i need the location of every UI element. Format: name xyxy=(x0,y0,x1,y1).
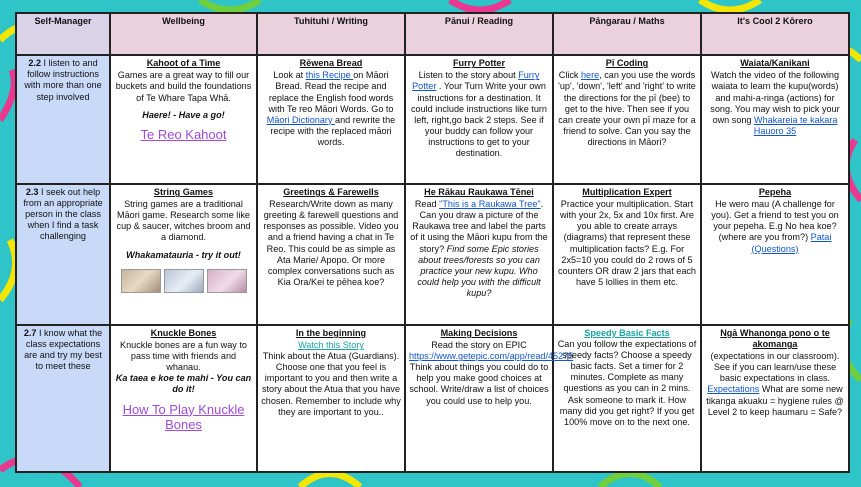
table-row xyxy=(16,325,849,472)
row-number: 2.3 xyxy=(25,187,39,198)
row-header xyxy=(16,325,110,472)
row-header xyxy=(16,55,110,184)
how-to-play-knuckle-bones-link[interactable]: How To Play Knuckle Bones xyxy=(122,401,245,433)
string-games-photos xyxy=(114,269,253,293)
cell-korero xyxy=(701,55,849,184)
activity-text: and rewrite the recipe with the replaced māori words. xyxy=(270,114,396,147)
cell-reading xyxy=(405,55,553,184)
cell-wellbeing xyxy=(110,184,257,325)
waiata-video-link[interactable]: Whakareia te kakara Hauoro 35 xyxy=(753,114,838,136)
activity-tagline: Whakamatauria - try it out! xyxy=(126,249,241,260)
cell-wellbeing xyxy=(110,325,257,472)
activity-text: Look at xyxy=(273,70,306,81)
cell-maths xyxy=(553,325,701,472)
string-game-photo xyxy=(121,269,161,293)
activity-title: String Games xyxy=(153,187,214,198)
pi-coding-link[interactable]: here xyxy=(580,70,600,81)
cell-writing xyxy=(257,325,405,472)
expectations-link[interactable]: Expectations xyxy=(707,384,760,395)
activity-text: Practice your multiplication. Start with your 2x, 5x and 10x first. Are you able to create arrays (diagrams) that represent these multiplication facts? E.g. For 2x5=10 you could do 2 rows of 5 counters OR draw 2 jars that each have 5 lollies in them etc. xyxy=(558,199,696,287)
activity-title: Waiata/Kanikani xyxy=(740,58,810,69)
cell-korero xyxy=(701,184,849,325)
activity-title: Kahoot of a Time xyxy=(146,58,221,69)
activity-text: (expectations in our classroom). See if you can learn/use these basic expectations in class. xyxy=(710,351,840,384)
activity-title: Rēwena Bread xyxy=(299,58,363,69)
activity-text: Read xyxy=(414,199,440,210)
cell-maths xyxy=(553,184,701,325)
activity-text: Read the story on EPIC xyxy=(431,340,527,351)
cell-writing xyxy=(257,55,405,184)
activity-title: Furry Potter xyxy=(452,58,506,69)
epic-story-link[interactable]: https://www.getepic.com/app/read/45275 xyxy=(409,351,574,362)
activity-text: Games are a great way to fill our buckets and build the foundations of Te Whare Tapa Whā. xyxy=(115,70,252,103)
activity-title: Ngā Whanonga pono o te akomanga xyxy=(720,328,830,350)
maori-dictionary-link[interactable]: Māori Dictionary xyxy=(266,114,336,125)
string-game-photo xyxy=(164,269,204,293)
activity-title: In the beginning xyxy=(295,328,367,338)
activity-title: Greetings & Farewells xyxy=(283,187,379,198)
table-row xyxy=(16,55,849,184)
cell-maths xyxy=(553,55,701,184)
activity-text: , can you use the words 'up', 'down', 'left' and 'right' to write the directions for the pī (bee) to get to the hive. Then see if you can create your own pī maze for a friend to solve. Can you say the directions in Māori? xyxy=(558,70,696,147)
activity-text: . Can you draw a picture of the Raukawa tree and label the parts of it using the Māori kupu from the story? xyxy=(410,199,548,254)
activity-italic-text: Find some Epic stories about trees/forests so you can practice your new kupu. Who could help you with the difficult kupu? xyxy=(417,243,541,298)
row-label: I know what the class expectations are and try my best to meet these xyxy=(24,328,103,372)
activity-title: Knuckle Bones xyxy=(150,328,217,338)
row-label: I seek out help from an appropriate person in the class when I find a task challenging xyxy=(23,187,103,242)
row-number: 2.7 xyxy=(23,328,37,338)
watch-story-link[interactable]: Watch this Story xyxy=(298,340,364,351)
string-game-photo xyxy=(207,269,247,293)
row-label: I listen to and follow instructions with more than one step involved xyxy=(24,58,102,102)
column-header-writing: Tuhituhi / Writing xyxy=(257,13,405,55)
activity-text: String games are a traditional Māori game. Research some like cup & saucer, witches broom and a diamond. xyxy=(116,199,251,243)
cell-korero xyxy=(701,325,849,472)
table-row xyxy=(16,184,849,325)
activity-text: Research/Write down as many greeting & farewell questions and responses as possible. Video you and a friend having a chat in Te Reo. This could be as simple as Ata Marie/ Apopo. Or more complex conversations such as Kia Ora/Kei te pēhea koe? xyxy=(263,199,399,287)
activity-text: Knuckle bones are a fun way to pass time with friends and whanau. xyxy=(120,340,247,373)
activity-tagline: Ka taea e koe te mahi - You can do it! xyxy=(115,373,252,395)
activity-text: Think about things you could do to help you make good choices at school. Write/draw a list of choices you could use to help you. xyxy=(409,362,549,406)
cell-writing xyxy=(257,184,405,325)
activity-text: . Your Turn Write your own instructions for a destination. It could include instructions like turn left, right,go back 2 steps. See if your buddy can follow your instructions to get to your destination. xyxy=(411,81,547,159)
choice-board-table xyxy=(15,12,850,473)
row-number: 2.2 xyxy=(28,58,42,69)
activity-title: He Rākau Raukawa Tēnei xyxy=(424,187,534,198)
activity-text: Click xyxy=(558,70,581,81)
activity-text: He wero mau (A challenge for you). Get a friend to test you on your pepeha. E.g No hea koe?(where are you from?) xyxy=(711,199,839,243)
activity-text: on Māori Bread. Read the recipe and replace the English food words with Te reo Māori Words. Go to xyxy=(268,70,394,114)
activity-text: What are some new tikanga akuaku = hygiene rules @ Level 2 to keep haumaru = Safe? xyxy=(706,384,844,417)
te-reo-kahoot-link[interactable]: Te Reo Kahoot xyxy=(140,126,227,142)
activity-title: Multiplication Expert xyxy=(582,187,672,198)
furry-potter-link[interactable]: Furry Potter xyxy=(412,70,540,92)
speedy-basic-facts-link[interactable]: Speedy Basic Facts xyxy=(584,328,670,338)
cell-reading xyxy=(405,325,574,472)
activity-title: Pepeha xyxy=(758,187,792,198)
recipe-link[interactable]: this Recipe xyxy=(305,70,354,81)
activity-text: Think about the Atua (Guardians). Choose one that you feel is important to you and then write a story about the Atua that you have chosen. Remember to include why they are important to you.. xyxy=(261,351,401,417)
column-header-maths: Pāngarau / Maths xyxy=(553,13,701,55)
cell-reading xyxy=(405,184,553,325)
cell-wellbeing xyxy=(110,55,257,184)
activity-tagline: Haere! - Have a go! xyxy=(142,109,225,120)
raukawa-tree-link[interactable]: "This is a Raukawa Tree" xyxy=(439,199,541,210)
activity-text: Can you follow the expectations of speedy facts? Choose a speedy basic facts. Set a timer for 2 minutes. Complete as many questions as you can in 2 mins. Ask someone to mark it. How many did you get right? If you get 100% move on to the next one. xyxy=(557,339,697,427)
column-header-wellbeing: Wellbeing xyxy=(110,13,257,55)
patai-questions-link[interactable]: Patai (Questions) xyxy=(751,232,832,254)
corner-header: Self-Manager xyxy=(16,13,110,55)
activity-title: Making Decisions xyxy=(440,328,518,338)
column-header-korero: It's Cool 2 Kōrero xyxy=(701,13,849,55)
activity-title: Pī Coding xyxy=(605,58,649,69)
activity-text: Listen to the story about xyxy=(418,70,519,81)
row-header xyxy=(16,184,110,325)
column-header-reading: Pānui / Reading xyxy=(405,13,553,55)
header-row xyxy=(16,13,849,55)
activity-text: Watch the video of the following waiata to learn the kupu(words) and mahi-a-ringa (actions) for song. You may wish to pick your own song xyxy=(710,70,840,125)
